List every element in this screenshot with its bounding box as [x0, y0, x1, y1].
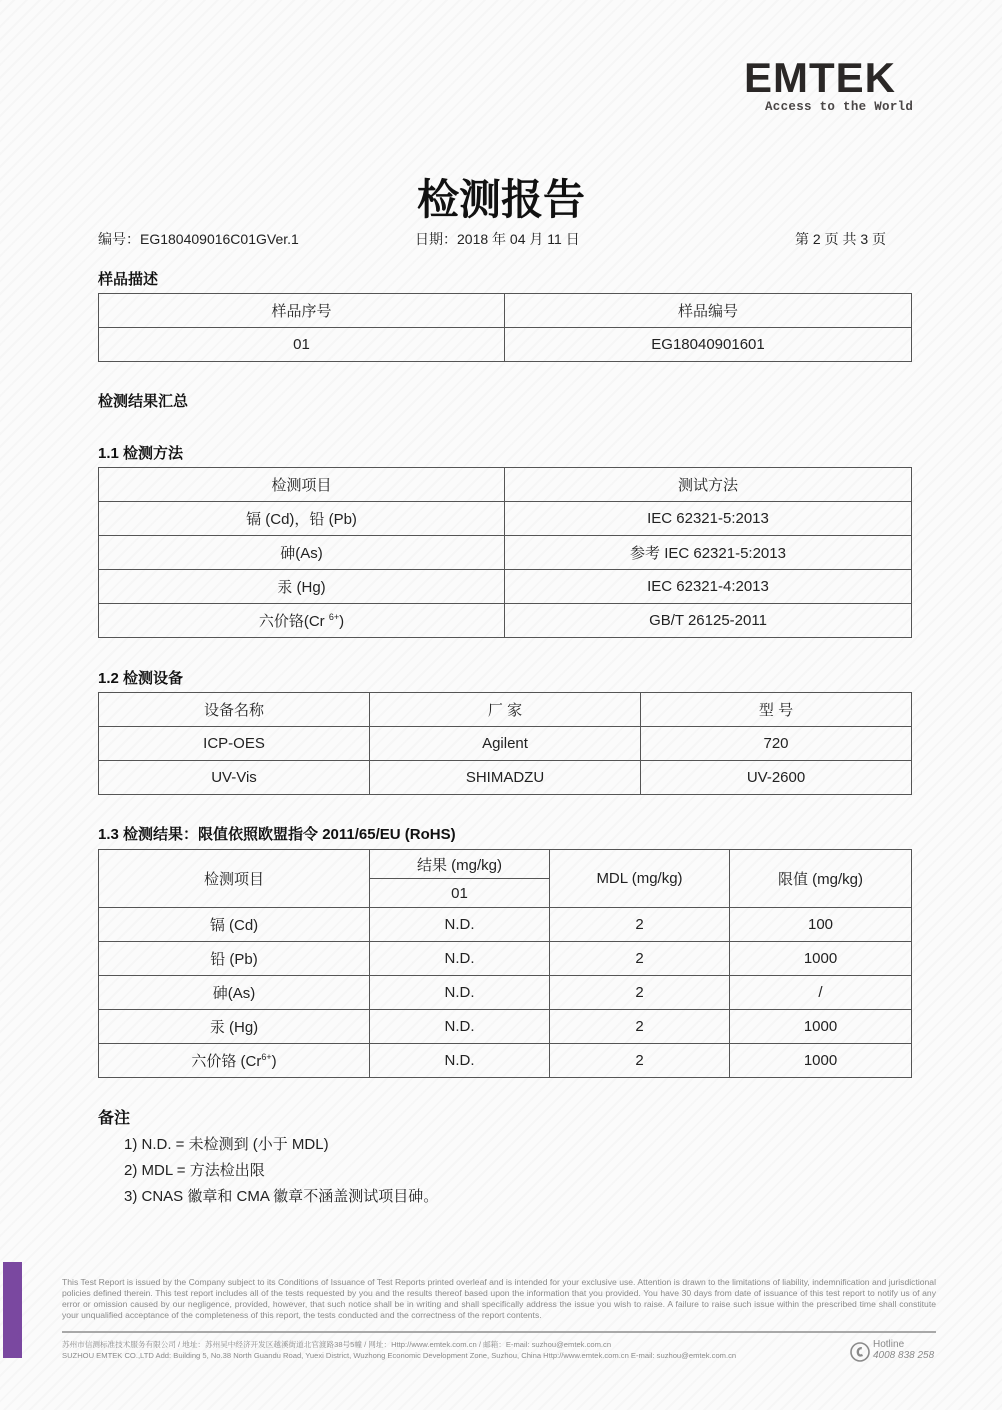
- table-cell: 100: [730, 908, 912, 942]
- table-cell: 参考 IEC 62321-5:2013: [505, 536, 912, 570]
- cr-superscript: 6+: [261, 1052, 272, 1062]
- equipment-heading: 1.2 检测设备: [98, 670, 184, 687]
- hotline: [849, 1338, 944, 1364]
- table-row: [99, 976, 912, 1010]
- table-row: [99, 502, 912, 536]
- table-row: [99, 536, 912, 570]
- header-cell: 测试方法: [505, 468, 912, 502]
- table-row: [99, 1010, 912, 1044]
- table-cell: 01: [99, 328, 505, 362]
- accent-bar: [3, 1262, 22, 1358]
- sample-heading: 样品描述: [98, 271, 159, 288]
- table-cell: N.D.: [370, 976, 550, 1010]
- cr-superscript: 6+: [328, 612, 340, 622]
- footer-address-en: SUZHOU EMTEK CO.,LTD Add: Building 5, No.38 North Guandu Road, Yuexi District, Wuzhong Economic Development Zone, Suzhou, China Http://www.emtek.com.cn E-mail: suzhou@emtek.com.cn: [62, 1351, 737, 1360]
- table-cell: 汞 (Hg): [99, 1010, 370, 1044]
- header-cell-result: 结果 (mg/kg): [370, 850, 550, 879]
- table-cell: 2: [550, 976, 730, 1010]
- footer-divider: [62, 1331, 936, 1333]
- page-indicator: 第 2 页 共 3 页: [795, 231, 887, 247]
- table-cell: 2: [550, 908, 730, 942]
- table-row: [99, 727, 912, 761]
- header-cell-mdl: MDL (mg/kg): [550, 850, 730, 908]
- footer-address: [62, 1339, 852, 1361]
- table-cell: EG18040901601: [505, 328, 912, 362]
- table-cell: Agilent: [370, 727, 641, 761]
- table-cell: 720: [641, 727, 912, 761]
- header-cell: 型 号: [641, 693, 912, 727]
- hotline-label: Hotline: [873, 1339, 905, 1350]
- emtek-logo: [744, 56, 930, 114]
- header-cell-limit: 限值 (mg/kg): [730, 850, 912, 908]
- note-item: 3) CNAS 徽章和 CMA 徽章不涵盖测试项目砷。: [124, 1188, 439, 1205]
- table-row: [99, 604, 912, 638]
- cr-close: ): [339, 613, 345, 630]
- table-cell: GB/T 26125-2011: [505, 604, 912, 638]
- header-cell-item: 检测项目: [99, 850, 370, 908]
- table-cell: N.D.: [370, 1010, 550, 1044]
- note-item: 2) MDL = 方法检出限: [124, 1162, 265, 1179]
- table-cell: 2: [550, 1044, 730, 1078]
- table-cell: 1000: [730, 942, 912, 976]
- notes-heading: 备注: [98, 1110, 131, 1127]
- sample-table: [98, 293, 912, 362]
- summary-heading: 检测结果汇总: [98, 393, 189, 410]
- table-row: [99, 570, 912, 604]
- report-date: 日期：2018 年 04 月 11 日: [415, 231, 580, 247]
- cr-close: ): [271, 1053, 277, 1070]
- table-header-row: [99, 850, 912, 879]
- cr-label: 六价铬(Cr: [258, 613, 329, 630]
- header-cell: 样品编号: [505, 294, 912, 328]
- table-cell: IEC 62321-5:2013: [505, 502, 912, 536]
- table-cell: SHIMADZU: [370, 761, 641, 795]
- results-heading: 1.3 检测结果：限值依照欧盟指令 2011/65/EU (RoHS): [98, 826, 456, 843]
- table-row: [99, 1044, 912, 1078]
- logo-tagline: Access to the World: [765, 100, 914, 114]
- table-cell: 砷(As): [99, 976, 370, 1010]
- phone-icon: [849, 1341, 871, 1363]
- table-header-row: [99, 693, 912, 727]
- table-row: [99, 328, 912, 362]
- table-row: [99, 942, 912, 976]
- table-cell: IEC 62321-4:2013: [505, 570, 912, 604]
- table-cell: 1000: [730, 1010, 912, 1044]
- table-cell: 1000: [730, 1044, 912, 1078]
- table-cell: /: [730, 976, 912, 1010]
- header-cell: 检测项目: [99, 468, 505, 502]
- header-cell: 设备名称: [99, 693, 370, 727]
- table-cell: [99, 1044, 370, 1078]
- table-cell: 镉 (Cd): [99, 908, 370, 942]
- report-number: 编号：EG180409016C01GVer.1: [98, 231, 299, 247]
- report-title: 检测报告: [416, 175, 585, 224]
- methods-heading: 1.1 检测方法: [98, 445, 184, 462]
- results-table: [98, 849, 912, 1078]
- logo-brand: EMTEK: [744, 54, 896, 101]
- methods-table: [98, 467, 912, 638]
- table-row: [99, 908, 912, 942]
- header-cell-sample: 01: [370, 879, 550, 908]
- table-cell: 镉 (Cd)，铅 (Pb): [99, 502, 505, 536]
- table-cell: UV-Vis: [99, 761, 370, 795]
- table-header-row: [99, 294, 912, 328]
- table-cell: 2: [550, 942, 730, 976]
- table-cell: 砷(As): [99, 536, 505, 570]
- table-cell: UV-2600: [641, 761, 912, 795]
- cr-label: 六价铬 (Cr: [191, 1053, 262, 1070]
- table-row: [99, 761, 912, 795]
- table-cell: N.D.: [370, 908, 550, 942]
- note-item: 1) N.D. = 未检测到 (小于 MDL): [124, 1136, 329, 1153]
- header-cell: 样品序号: [99, 294, 505, 328]
- header-cell: 厂 家: [370, 693, 641, 727]
- table-cell: N.D.: [370, 942, 550, 976]
- table-cell: 2: [550, 1010, 730, 1044]
- equipment-table: [98, 692, 912, 795]
- table-cell: ICP-OES: [99, 727, 370, 761]
- table-cell: 铅 (Pb): [99, 942, 370, 976]
- footer-disclaimer: This Test Report is issued by the Company subject to its Conditions of Issuance of Test Reports printed overleaf and is intended for your exclusive use. Attention is drawn to the limitations of liability, indemnification and jurisdictional policies defined therein. This test report includes all of the tests requested by you and the results thereof based upon the information that you provided. You have 30 days from date of issuance of this test report to notify us of any error or omission caused by our negligence, provided, however, that such notice shall be in writing and shall specifically address the issue you wish to raise. A failure to raise such issue within the prescribed time shall constitute your unqualified acceptance of the completeness of this report, the tests conducted and the correctness of the report contents.: [62, 1277, 936, 1320]
- table-cell: [99, 604, 505, 638]
- hotline-number: 4008 838 258: [873, 1350, 935, 1361]
- table-header-row: [99, 468, 912, 502]
- table-cell: N.D.: [370, 1044, 550, 1078]
- notes-list: [124, 1132, 438, 1210]
- footer-address-cn: 苏州市信测标准技术服务有限公司 / 地址：苏州吴中经济开发区越溪街道北官渡路38号5幢 / 网址：Http://www.emtek.com.cn / 邮箱：E-mail: suzhou@emtek.com.cn: [62, 1340, 612, 1349]
- table-cell: 汞 (Hg): [99, 570, 505, 604]
